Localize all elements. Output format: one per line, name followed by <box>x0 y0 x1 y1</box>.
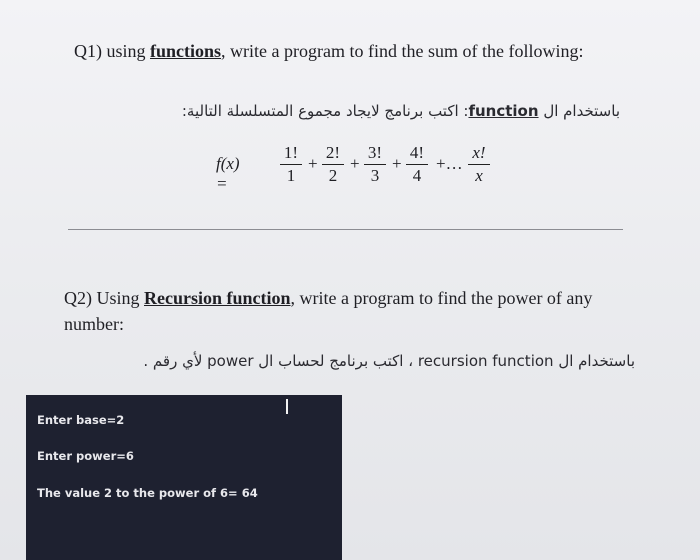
q2-prefix: Q2) Using <box>64 288 144 308</box>
term-3-numerator: 3! <box>367 143 383 162</box>
console-line-result: The value 2 to the power of 6= 64 <box>37 486 258 500</box>
term-4-numerator: 4! <box>409 143 425 162</box>
console-output <box>26 395 342 560</box>
term-4-denominator: 4 <box>412 166 422 185</box>
term-3-denominator: 3 <box>370 166 380 185</box>
plus-sign: + <box>392 154 402 173</box>
plus-sign: + <box>308 154 318 173</box>
fraction-term-1 <box>278 142 304 187</box>
console-line-power: Enter power=6 <box>37 449 134 463</box>
formula-label: f(x) = <box>216 154 240 193</box>
fraction-term-4 <box>404 142 430 187</box>
q2-recursion-keyword: Recursion function <box>144 288 291 308</box>
q1-arabic-suffix: : اكتب برنامج لايجاد مجموع المتسلسلة التالية: <box>181 102 469 120</box>
section-divider <box>68 229 623 230</box>
term-2-numerator: 2! <box>325 143 341 162</box>
q1-arabic-keyword: function <box>468 102 539 120</box>
q1-arabic-prefix: باستخدام ال <box>538 102 620 120</box>
fraction-term-3 <box>362 142 388 187</box>
text-cursor <box>286 399 288 414</box>
fraction-term-2 <box>320 142 346 187</box>
question-1-text <box>74 38 654 64</box>
term-x-denominator: x <box>475 166 483 185</box>
question-2-text <box>64 285 644 337</box>
question-1-arabic <box>150 102 620 120</box>
fraction-term-x <box>466 142 492 187</box>
question-2-arabic: باستخدام ال recursion function ، اكتب برنامج لحساب ال power لأي رقم . <box>143 352 635 370</box>
term-1-denominator: 1 <box>286 166 296 185</box>
plus-ellipsis: +… <box>436 154 463 173</box>
term-2-denominator: 2 <box>328 166 338 185</box>
plus-sign: + <box>350 154 360 173</box>
q1-functions-keyword: functions <box>150 41 222 61</box>
console-line-base: Enter base=2 <box>37 413 125 427</box>
q1-prefix: Q1) using <box>74 41 150 61</box>
term-x-numerator: x! <box>472 143 486 162</box>
q2-suffix: , write a program to find the power of any number: <box>64 288 593 334</box>
term-1-numerator: 1! <box>283 143 299 162</box>
q1-suffix: , write a program to find the sum of the following: <box>221 41 584 61</box>
